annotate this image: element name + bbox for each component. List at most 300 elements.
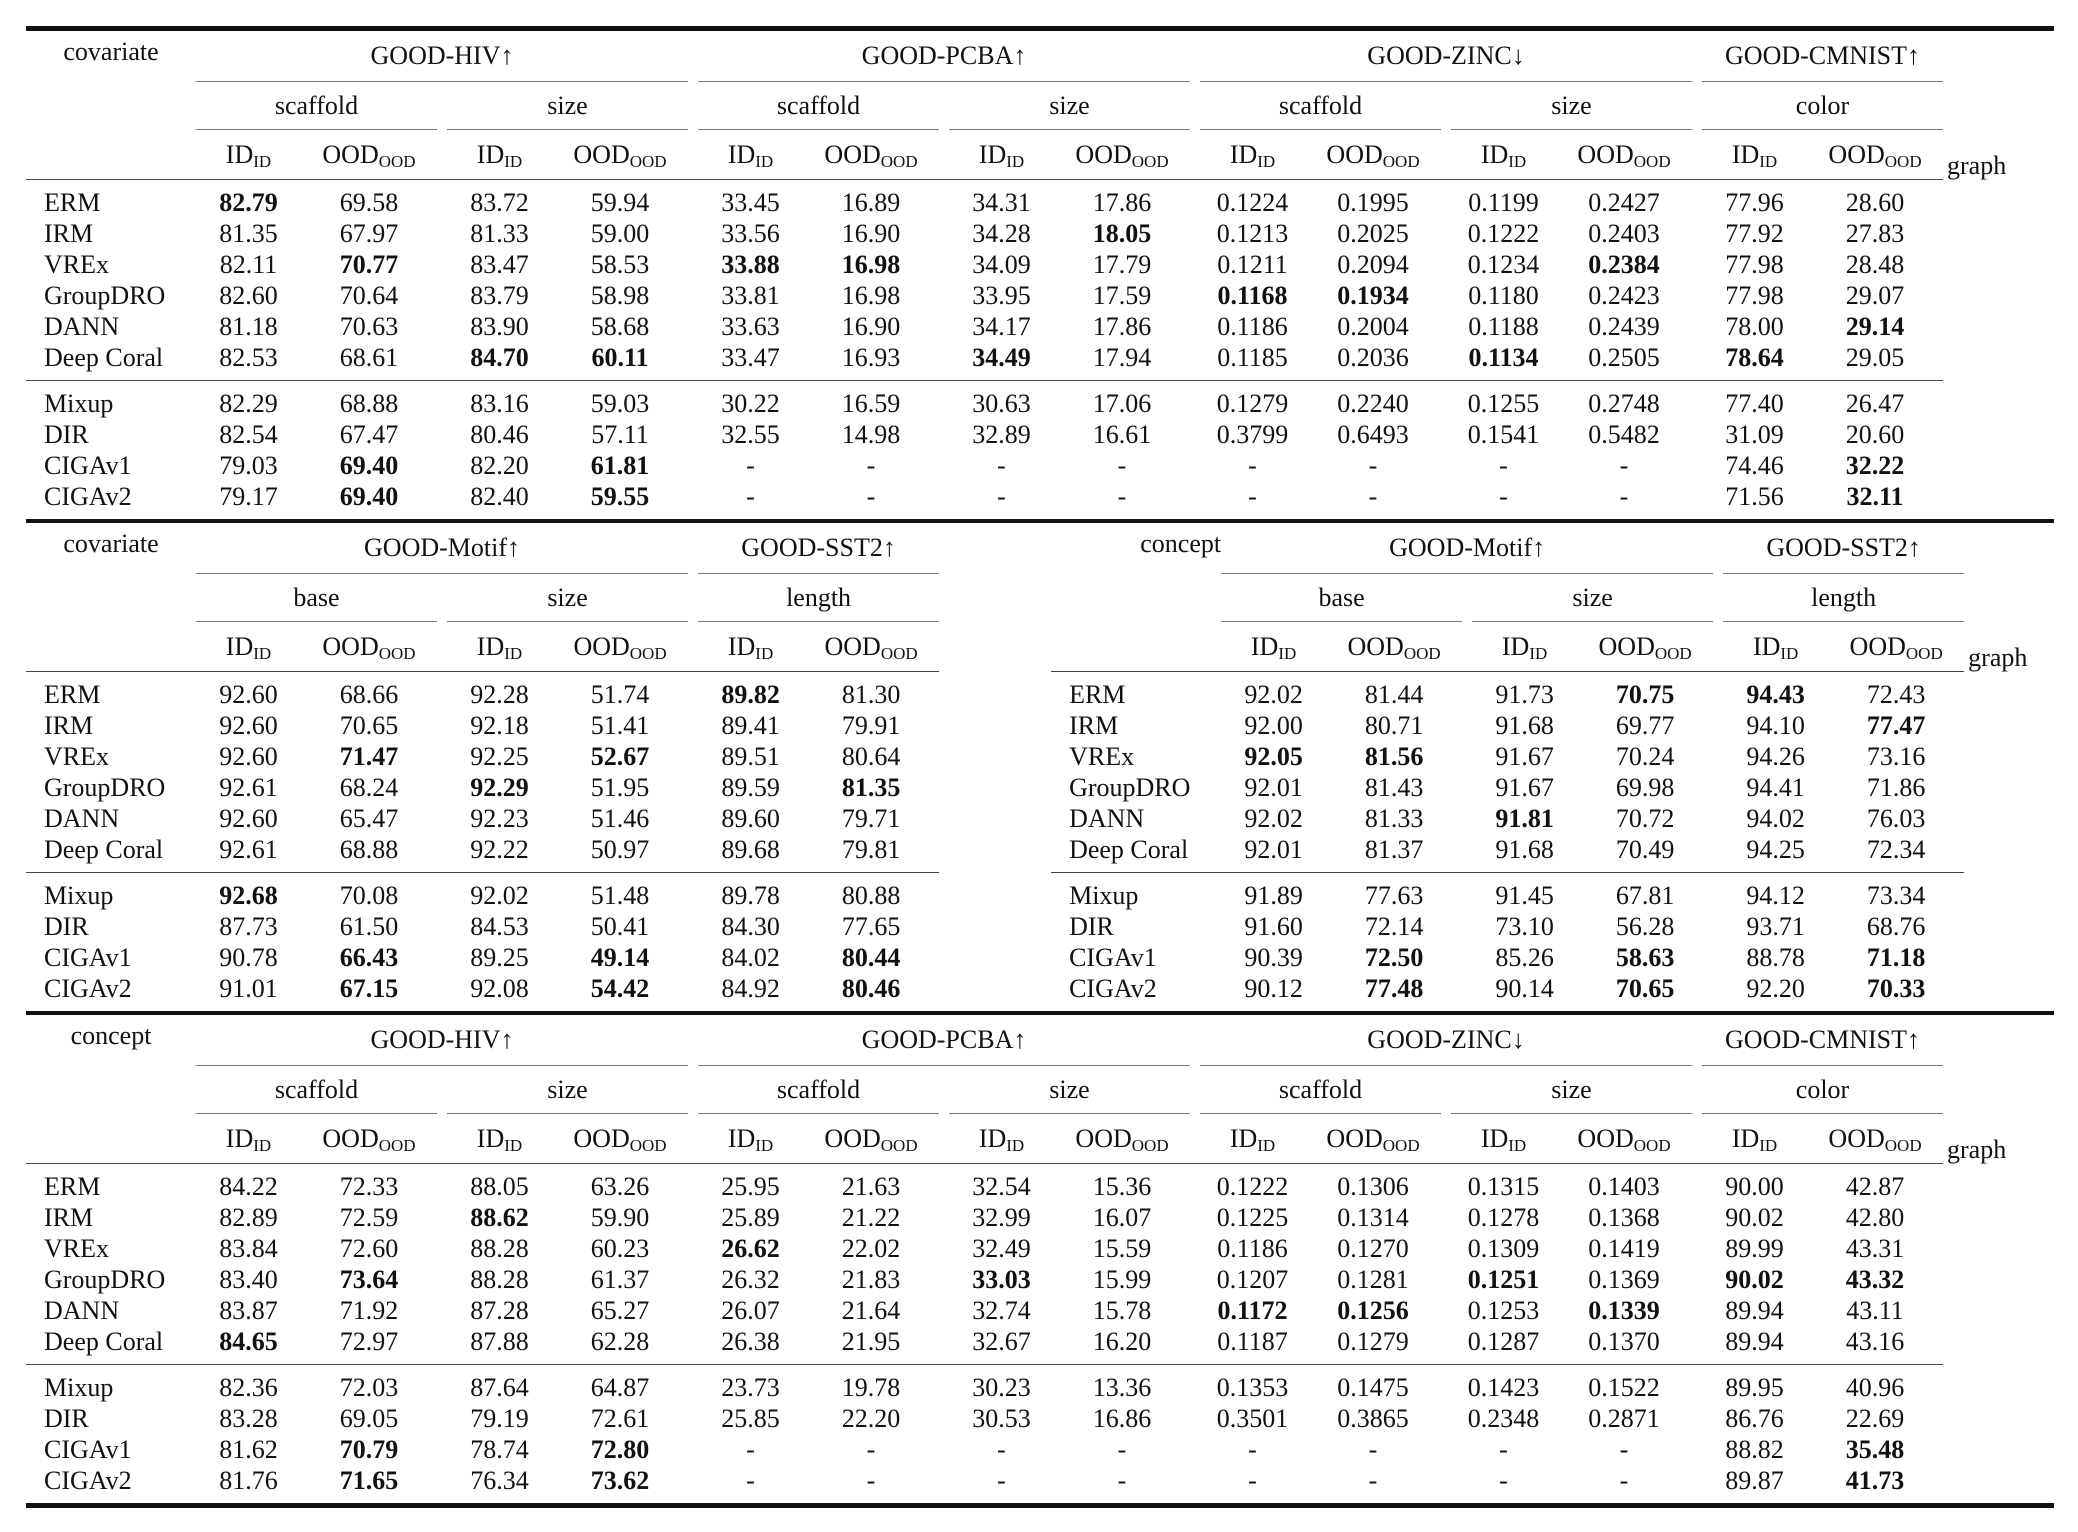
value-cell: [1702, 1403, 1807, 1434]
value-cell: [1054, 1164, 1190, 1203]
value: -: [997, 451, 1006, 480]
value-cell: [447, 280, 552, 311]
value: 83.47: [470, 250, 529, 279]
value-cell: [1451, 450, 1556, 481]
value-cell: [552, 911, 688, 942]
value-cell: [1200, 249, 1305, 280]
value: 0.1185: [1217, 343, 1288, 372]
value-cell: [1828, 710, 1964, 741]
ood-label: OOD: [1075, 1123, 1132, 1153]
value-cell: [1702, 1465, 1807, 1503]
value: 81.62: [219, 1435, 278, 1464]
value: 0.1368: [1588, 1203, 1660, 1232]
id-label: ID: [727, 1123, 756, 1153]
value-cell: [196, 342, 301, 381]
value-cell: [698, 1164, 803, 1203]
value: 0.1255: [1467, 389, 1540, 418]
value-cell: [1702, 450, 1807, 481]
value-cell: [1807, 1233, 1943, 1264]
value: 72.60: [339, 1234, 399, 1263]
ood-metric-header: [803, 130, 939, 180]
value-cell: [196, 973, 301, 1011]
id-label: ID: [225, 139, 254, 169]
value: 26.62: [721, 1234, 780, 1263]
dataset-header: GOOD-SST2↑: [698, 523, 939, 574]
value-cell: [1472, 803, 1577, 834]
value: 89.95: [1725, 1373, 1784, 1402]
value-cell: [1807, 342, 1943, 381]
value-cell: [1807, 180, 1943, 219]
value: 71.65: [339, 1466, 399, 1495]
table-row: [26, 1465, 2054, 1503]
value-cell: [1807, 1264, 1943, 1295]
value-cell: [1702, 180, 1807, 219]
value: 19.78: [841, 1373, 901, 1402]
value: 88.62: [470, 1203, 529, 1232]
id-subscript: ID: [1508, 1135, 1527, 1155]
value-cell: [1326, 873, 1462, 912]
value: -: [1248, 482, 1257, 511]
ood-subscript: OOD: [1884, 1135, 1922, 1155]
value-cell: [447, 1233, 552, 1264]
id-subscript: ID: [504, 1135, 523, 1155]
method-name: DANN: [44, 312, 120, 341]
id-subscript: ID: [755, 643, 774, 663]
value-cell: [447, 342, 552, 381]
value-cell: [1828, 672, 1964, 711]
value: 33.88: [721, 250, 780, 279]
value: 42.80: [1845, 1203, 1905, 1232]
value: 31.09: [1725, 420, 1784, 449]
value: 85.26: [1495, 943, 1554, 972]
value: 0.1207: [1216, 1265, 1289, 1294]
value-cell: [301, 803, 437, 834]
value: 0.2427: [1588, 188, 1660, 217]
value: 0.1934: [1337, 281, 1409, 310]
value: 91.01: [219, 974, 278, 1003]
method-name: CIGAv2: [44, 482, 132, 511]
value: 83.90: [470, 312, 529, 341]
value-cell: [1556, 1164, 1692, 1203]
value-cell: [1305, 249, 1441, 280]
value: 0.2505: [1588, 343, 1660, 372]
domain-header: color: [1702, 82, 1943, 130]
table-block-split: [26, 523, 2054, 1011]
id-label: ID: [727, 631, 756, 661]
value: 0.5482: [1588, 420, 1660, 449]
value: 92.61: [219, 835, 278, 864]
value-cell: [1807, 381, 1943, 420]
value-cell: [1305, 280, 1441, 311]
id-label: ID: [1501, 631, 1530, 661]
table-row: [26, 311, 2054, 342]
value-cell: [301, 180, 437, 219]
value-cell: [552, 1233, 688, 1264]
value: 92.05: [1244, 742, 1303, 771]
ood-metric-header: [1326, 622, 1462, 672]
value-cell: [1828, 973, 1964, 1011]
value: 0.1211: [1217, 250, 1288, 279]
ood-subscript: OOD: [1382, 1135, 1420, 1155]
domain-header: size: [447, 1066, 688, 1114]
value: 71.86: [1866, 773, 1926, 802]
value-cell: [698, 381, 803, 420]
value-cell: [1828, 803, 1964, 834]
value-cell: [1221, 741, 1326, 772]
method-name: CIGAv2: [1069, 974, 1157, 1003]
value-cell: [196, 1295, 301, 1326]
side-label: graph: [1947, 1135, 2007, 1164]
table-row: [26, 419, 2054, 450]
value-cell: [1221, 710, 1326, 741]
value: 72.50: [1364, 943, 1424, 972]
value: 33.45: [721, 188, 780, 217]
id-label: ID: [225, 1123, 254, 1153]
ood-label: OOD: [322, 631, 379, 661]
value-cell: [698, 1326, 803, 1365]
value: 29.05: [1845, 343, 1905, 372]
value: 74.46: [1725, 451, 1784, 480]
value: 92.02: [470, 881, 529, 910]
value: 83.40: [219, 1265, 278, 1294]
value-cell: [1472, 873, 1577, 912]
ood-subscript: OOD: [629, 151, 667, 171]
value-cell: [698, 450, 803, 481]
value: 0.1187: [1217, 1327, 1288, 1356]
value: 61.50: [339, 912, 399, 941]
value-cell: [698, 218, 803, 249]
value: 77.98: [1725, 281, 1784, 310]
value-cell: [1702, 280, 1807, 311]
domain-header: scaffold: [196, 82, 437, 130]
ood-metric-header: [1305, 1114, 1441, 1164]
value: 84.70: [470, 343, 529, 372]
value-cell: [1054, 1233, 1190, 1264]
value-cell: [698, 481, 803, 519]
value: 78.64: [1725, 343, 1784, 372]
value-cell: [698, 1465, 803, 1503]
value: 51.95: [590, 773, 650, 802]
method-name: VREx: [1069, 742, 1135, 771]
ood-label: OOD: [1577, 139, 1634, 169]
value: 34.09: [972, 250, 1031, 279]
value: 50.97: [590, 835, 650, 864]
value-cell: [196, 311, 301, 342]
value-cell: [1451, 311, 1556, 342]
id-subscript: ID: [504, 643, 523, 663]
value-cell: [1200, 311, 1305, 342]
value-cell: [1807, 1326, 1943, 1365]
value-cell: [1305, 1233, 1441, 1264]
value: 89.41: [721, 711, 780, 740]
value: 73.10: [1495, 912, 1554, 941]
value-cell: [698, 342, 803, 381]
value-cell: [1221, 942, 1326, 973]
value: 73.16: [1866, 742, 1926, 771]
value-cell: [698, 1434, 803, 1465]
value: 32.49: [972, 1234, 1031, 1263]
value: 22.69: [1845, 1404, 1905, 1433]
value: 94.12: [1746, 881, 1805, 910]
value-cell: [447, 1434, 552, 1465]
value: -: [1499, 1466, 1508, 1495]
dataset-header: GOOD-ZINC↓: [1200, 31, 1692, 82]
value-cell: [803, 280, 939, 311]
value: 32.99: [972, 1203, 1031, 1232]
value-cell: [447, 180, 552, 219]
value-cell: [803, 973, 939, 1011]
method-name: GroupDRO: [44, 1265, 166, 1294]
value-cell: [1054, 481, 1190, 519]
value: 87.88: [470, 1327, 529, 1356]
value-cell: [552, 1465, 688, 1503]
domain-header: scaffold: [1200, 1066, 1441, 1114]
value-cell: [1702, 1264, 1807, 1295]
value: 59.90: [590, 1203, 650, 1232]
value: 16.90: [841, 219, 901, 248]
value: 79.03: [219, 451, 278, 480]
value-cell: [301, 1326, 437, 1365]
value: 72.61: [590, 1404, 650, 1433]
value: -: [1368, 1435, 1378, 1464]
value-cell: [552, 942, 688, 973]
value-cell: [698, 1202, 803, 1233]
value-cell: [698, 942, 803, 973]
value: -: [997, 1435, 1006, 1464]
value: 89.87: [1725, 1466, 1784, 1495]
ood-subscript: OOD: [1884, 151, 1922, 171]
dataset-header: GOOD-Motif↑: [196, 523, 688, 574]
value: 58.98: [590, 281, 650, 310]
method-name: Deep Coral: [44, 835, 164, 864]
value-cell: [1807, 280, 1943, 311]
value: 77.48: [1364, 974, 1424, 1003]
table-block-covariate: [26, 31, 2054, 519]
value: 0.1339: [1588, 1296, 1660, 1325]
value: 67.47: [339, 420, 399, 449]
value-cell: [1807, 1164, 1943, 1203]
value-cell: [698, 1403, 803, 1434]
value: 16.07: [1092, 1203, 1152, 1232]
method-name: Mixup: [26, 873, 196, 912]
value-cell: [447, 311, 552, 342]
value-cell: [1305, 1295, 1441, 1326]
value: 0.6493: [1337, 420, 1409, 449]
method-name: VREx: [44, 742, 109, 771]
value: 90.12: [1244, 974, 1303, 1003]
value: 49.14: [590, 943, 650, 972]
table-row: [26, 342, 2054, 381]
method-name: CIGAv2: [44, 1466, 132, 1495]
table-row: [26, 1434, 2054, 1465]
value-cell: [803, 381, 939, 420]
id-label: ID: [1250, 631, 1279, 661]
value-cell: [1472, 942, 1577, 973]
value-cell: [1556, 1295, 1692, 1326]
value-cell: [1472, 973, 1577, 1011]
value-cell: [698, 710, 803, 741]
id-subscript: ID: [1006, 1135, 1025, 1155]
value: 87.28: [470, 1296, 529, 1325]
value: 92.02: [1244, 680, 1303, 709]
value: 92.23: [470, 804, 529, 833]
value: 16.86: [1092, 1404, 1152, 1433]
value-cell: [447, 741, 552, 772]
id-label: ID: [476, 631, 505, 661]
value-cell: [949, 381, 1054, 420]
value: 28.60: [1845, 188, 1905, 217]
value-cell: [1577, 803, 1713, 834]
value-cell: [949, 1403, 1054, 1434]
ood-metric-header: [1807, 130, 1943, 180]
value-cell: [552, 741, 688, 772]
value-cell: [1451, 180, 1556, 219]
ood-subscript: OOD: [1654, 643, 1692, 663]
value-cell: [447, 710, 552, 741]
value-cell: [1807, 450, 1943, 481]
value-cell: [1305, 1326, 1441, 1365]
value: 52.67: [590, 742, 650, 771]
value: 81.76: [219, 1466, 278, 1495]
id-metric-header: [698, 1114, 803, 1164]
value-cell: [552, 450, 688, 481]
dataset-header: GOOD-CMNIST↑: [1702, 31, 1943, 82]
table-row: [26, 1326, 2054, 1365]
value: 17.79: [1092, 250, 1152, 279]
domain-header: scaffold: [196, 1066, 437, 1114]
value: 84.53: [470, 912, 529, 941]
method-name: CIGAv1: [44, 451, 132, 480]
value-cell: [1305, 218, 1441, 249]
value-cell: [1200, 218, 1305, 249]
value-cell: [1200, 280, 1305, 311]
value: 83.72: [470, 188, 529, 217]
value: 32.55: [721, 420, 780, 449]
value: 65.27: [590, 1296, 650, 1325]
value: 0.1419: [1588, 1234, 1660, 1263]
domain-header: size: [949, 82, 1190, 130]
domain-header: size: [447, 574, 688, 622]
value: 20.60: [1845, 420, 1905, 449]
value-cell: [1702, 1326, 1807, 1365]
value-cell: [698, 311, 803, 342]
domain-header: size: [447, 82, 688, 130]
dataset-header: GOOD-CMNIST↑: [1702, 1015, 1943, 1066]
value-cell: [1556, 1465, 1692, 1503]
value-cell: [196, 873, 301, 912]
value: 67.81: [1615, 881, 1675, 910]
ood-label: OOD: [1326, 139, 1383, 169]
value-cell: [1577, 973, 1713, 1011]
value: 92.60: [219, 711, 278, 740]
method-name: CIGAv1: [44, 943, 132, 972]
value: 80.46: [470, 420, 529, 449]
value: 32.67: [972, 1327, 1031, 1356]
value-cell: [949, 280, 1054, 311]
value-cell: [1556, 342, 1692, 381]
table-row: [26, 1233, 2054, 1264]
value: 25.89: [721, 1203, 780, 1232]
ood-subscript: OOD: [880, 151, 918, 171]
value: 81.37: [1364, 835, 1424, 864]
value-cell: [1200, 1202, 1305, 1233]
value-cell: [1556, 1403, 1692, 1434]
method-name: DIR: [1069, 912, 1114, 941]
value-cell: [698, 803, 803, 834]
value-cell: [196, 1465, 301, 1503]
value-cell: [1054, 1264, 1190, 1295]
value-cell: [1451, 342, 1556, 381]
value: 0.2384: [1588, 250, 1660, 279]
value: 34.49: [972, 343, 1031, 372]
value: 89.68: [721, 835, 780, 864]
value: 33.95: [972, 281, 1031, 310]
domain-header: length: [698, 574, 939, 622]
value-cell: [552, 180, 688, 219]
value-cell: [447, 672, 552, 711]
value: 91.67: [1495, 773, 1554, 802]
value-cell: [301, 1403, 437, 1434]
value: 90.39: [1244, 943, 1303, 972]
value: 80.44: [841, 943, 901, 972]
value-cell: [1305, 481, 1441, 519]
value: -: [746, 451, 755, 480]
value-cell: [301, 450, 437, 481]
ood-label: OOD: [573, 1123, 630, 1153]
value-cell: [552, 1202, 688, 1233]
value: 79.91: [841, 711, 901, 740]
value-cell: [1556, 381, 1692, 420]
method-name: ERM: [44, 188, 101, 217]
value: 73.34: [1866, 881, 1926, 910]
value-cell: [803, 249, 939, 280]
value: 89.51: [721, 742, 780, 771]
value-cell: [1451, 1295, 1556, 1326]
value: 25.95: [721, 1172, 780, 1201]
value-cell: [698, 1295, 803, 1326]
table-row: [26, 450, 2054, 481]
value: 33.81: [721, 281, 780, 310]
value: 72.03: [339, 1373, 399, 1402]
value-cell: [1807, 1403, 1943, 1434]
value: 82.79: [219, 188, 278, 217]
value-cell: [803, 1295, 939, 1326]
value-cell: [803, 1164, 939, 1203]
id-subscript: ID: [1780, 643, 1799, 663]
value-cell: [803, 772, 939, 803]
value-cell: [1702, 1164, 1807, 1203]
value-cell: [1305, 1365, 1441, 1404]
value: -: [1499, 451, 1508, 480]
id-metric-header: [196, 1114, 301, 1164]
value: 57.11: [591, 420, 649, 449]
value-cell: [1451, 1326, 1556, 1365]
value: 0.1225: [1216, 1203, 1289, 1232]
value-cell: [1451, 218, 1556, 249]
value-cell: [196, 1264, 301, 1295]
value: 33.56: [721, 219, 780, 248]
value: 91.68: [1495, 835, 1554, 864]
value: 70.08: [339, 881, 399, 910]
value-cell: [552, 1164, 688, 1203]
value-cell: [803, 481, 939, 519]
value-cell: [1807, 1365, 1943, 1404]
value: 82.29: [219, 389, 278, 418]
id-metric-header: [1472, 622, 1577, 672]
value-cell: [698, 911, 803, 942]
value: 68.88: [339, 835, 399, 864]
value: 0.1309: [1467, 1234, 1540, 1263]
